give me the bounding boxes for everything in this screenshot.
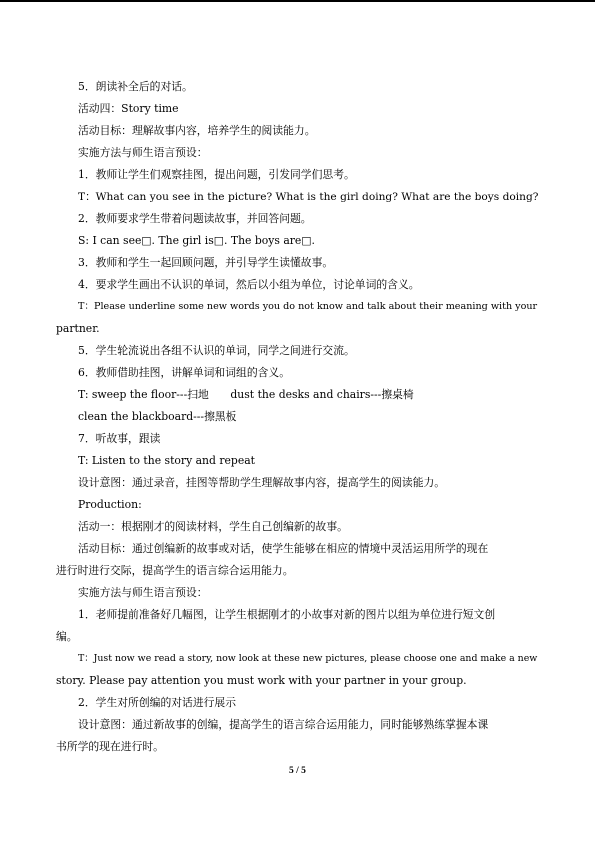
text-line: partner.: [56, 322, 100, 335]
text-line: story. Please pay attention you must work with your partner in your group.: [56, 674, 467, 687]
text-line: 4．要求学生画出不认识的单词，然后以小组为单位，讨论单词的含义。: [78, 278, 420, 291]
text-line: clean the blackboard---擦黑板: [78, 410, 237, 423]
text-line: 活动一：根据刚才的阅读材料，学生自己创编新的故事。: [78, 520, 348, 533]
text-line: 2．学生对所创编的对话进行展示: [78, 696, 237, 709]
text-line: 书所学的现在进行时。: [56, 740, 164, 753]
text-line: 设计意图：通过新故事的创编，提高学生的语言综合运用能力，同时能够熟练掌握本课: [78, 718, 489, 731]
text-line: 1．老师提前准备好几幅图，让学生根据刚才的小故事对新的图片以组为单位进行短文创: [78, 608, 496, 621]
text-line: 1．教师让学生们观察挂图，提出问题，引发同学们思考。: [78, 168, 355, 181]
text-line: 7．听故事，跟读: [78, 432, 161, 445]
text-line: 3．教师和学生一起回顾问题，并引导学生读懂故事。: [78, 256, 334, 269]
text-line: T：What can you see in the picture? What is the girl doing? What are the boys doing?: [78, 191, 539, 203]
document-body: [56, 76, 546, 758]
text-line: 活动四：Story time: [78, 102, 179, 115]
text-line: 活动目标：理解故事内容，培养学生的阅读能力。: [78, 124, 316, 137]
text-line: 实施方法与师生语言预设：: [78, 146, 208, 159]
page-number: 5 / 5: [289, 766, 306, 776]
text-line: T：Just now we read a story, now look at these new pictures, please choose one and make a new: [78, 653, 538, 664]
text-line: T: sweep the floor---扫地 dust the desks and chairs---擦桌椅: [78, 388, 414, 401]
page-top-rule: [0, 0, 595, 2]
text-line: 设计意图：通过录音，挂图等帮助学生理解故事内容，提高学生的阅读能力。: [78, 476, 446, 489]
text-line: 5．学生轮流说出各组不认识的单词，同学之间进行交流。: [78, 344, 355, 357]
text-line: 活动目标：通过创编新的故事或对话，使学生能够在相应的情境中灵活运用所学的现在: [78, 542, 489, 555]
text-line: T: Listen to the story and repeat: [78, 454, 255, 467]
text-line: 实施方法与师生语言预设：: [78, 586, 208, 599]
text-line: 进行时进行交际，提高学生的语言综合运用能力。: [56, 564, 294, 577]
text-line: 5．朗读补全后的对话。: [78, 80, 193, 93]
text-line: S: I can see□. The girl is□. The boys are□.: [78, 234, 315, 247]
text-line: T：Please underline some new words you do not know and talk about their meaning with your: [78, 301, 538, 312]
text-line: 6．教师借助挂图，讲解单词和词组的含义。: [78, 366, 291, 379]
text-line: 编。: [56, 630, 78, 643]
text-line: 2．教师要求学生带着问题读故事，并回答问题。: [78, 212, 312, 225]
text-line: Production:: [78, 498, 142, 511]
